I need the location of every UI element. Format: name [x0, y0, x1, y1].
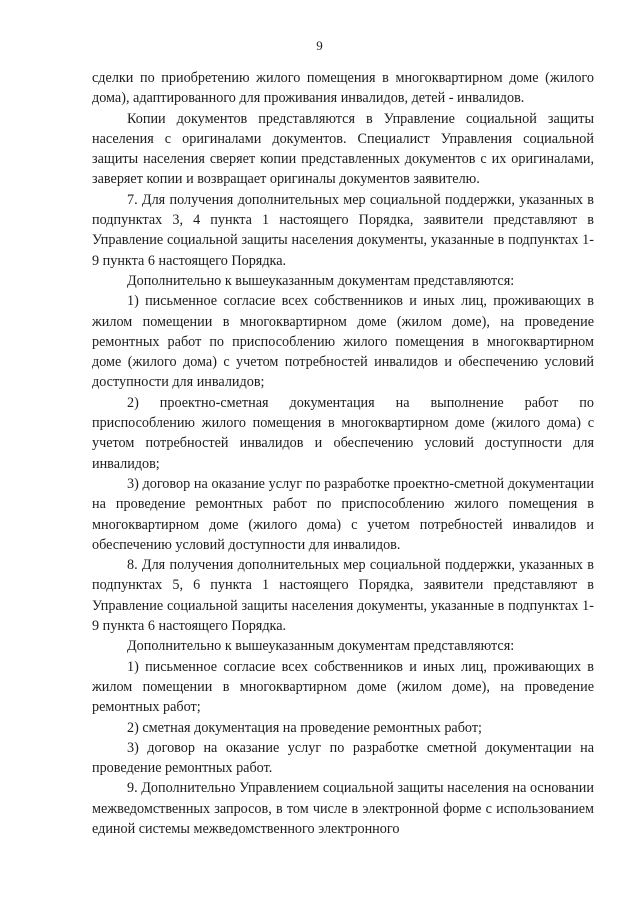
- paragraph-item-8: 8. Для получения дополнительных мер социальной поддержки, указанных в подпунктах 5, 6 пункта 1 настоящего Порядка, заявители представляют в Управление социальной защиты населения документы, указанные в подпунктах 1-9 пункта 6 настоящего Порядка.: [92, 557, 594, 635]
- paragraph-8-sub-1: 1) письменное согласие всех собственников и иных лиц, проживающих в жилом помещении в многоквартирном доме (жилом доме), на проведение ремонтных работ;: [92, 658, 594, 716]
- paragraph-8-sub-2: 2) сметная документация на проведение ремонтных работ;: [127, 719, 482, 736]
- document-body: [92, 68, 594, 839]
- paragraph-7-sub-2: 2) проектно-сметная документация на выполнение работ по приспособлению жилого помещения в многоквартирном доме (жилого дома) с учетом потребностей инвалидов и обеспечению условий доступности для инвалидов;: [92, 394, 594, 472]
- paragraph-8-sub-3: 3) договор на оказание услуг по разработке сметной документации на проведение ремонтных работ.: [92, 739, 594, 777]
- page-number: 9: [316, 38, 323, 53]
- paragraph-copies: Копии документов представляются в Управление социальной защиты населения с оригиналами документов. Специалист Управления социальной защиты населения сверяет копии представленных документов с их оригиналами, заверяет копии и возвращает оригиналы документов заявителю.: [92, 110, 594, 188]
- paragraph-item-9: 9. Дополнительно Управлением социальной защиты населения на основании межведомственных запросов, в том числе в электронной форме с использованием единой системы межведомственного электронного: [92, 780, 594, 837]
- paragraph-continuation: сделки по приобретению жилого помещения в многоквартирном доме (жилого дома), адаптированного для проживания инвалидов, детей - инвалидов.: [92, 70, 594, 107]
- paragraph-7-sub-1: 1) письменное согласие всех собственников и иных лиц, проживающих в жилом помещении в многоквартирном доме (жилом доме), на проведение ремонтных работ по приспособлению жилого помещения в многоквартирном доме (жилого дома) с учетом потребностей инвалидов и обеспечению условий доступности для инвалидов;: [92, 293, 594, 391]
- paragraph-additional-documents: Дополнительно к вышеуказанным документам представляются:: [127, 272, 515, 289]
- paragraph-item-7: 7. Для получения дополнительных мер социальной поддержки, указанных в подпунктах 3, 4 пункта 1 настоящего Порядка, заявители представляют в Управление социальной защиты населения документы, указанные в подпунктах 1-9 пункта 6 настоящего Порядка.: [92, 191, 594, 269]
- paragraph-7-sub-3: 3) договор на оказание услуг по разработке проектно-сметной документации на проведение ремонтных работ по приспособлению жилого помещения в многоквартирном доме (жилого дома) с учетом потребностей инвалидов и обеспечению условий доступности для инвалидов.: [92, 475, 594, 553]
- paragraph-additional-documents-2: Дополнительно к вышеуказанным документам представляются:: [127, 638, 515, 655]
